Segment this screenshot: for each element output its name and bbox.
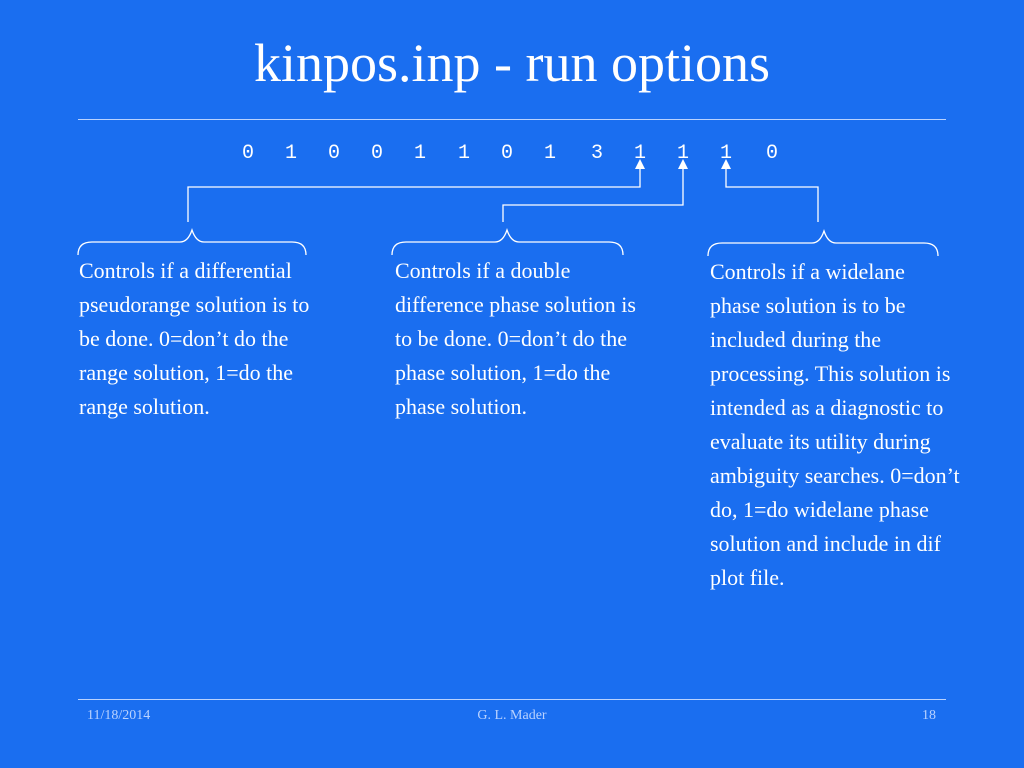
connector-arrow-middle <box>503 164 683 222</box>
digit-6: 1 <box>457 142 470 165</box>
brace-right <box>708 231 938 256</box>
digit-7: 0 <box>500 142 513 165</box>
description-differential-pseudorange: Controls if a differential pseudorange solution is to be done. 0=don’t do the range solution, 1=do the range solution. <box>79 258 310 419</box>
footer-author: G. L. Mader <box>477 708 547 723</box>
digit-10: 1 <box>633 142 646 165</box>
brace-middle <box>392 230 623 255</box>
description-double-difference-phase: Controls if a double difference phase solution is to be done. 0=don’t do the phase solution, 1=do the phase solution. <box>395 258 636 419</box>
digit-9: 3 <box>590 142 603 165</box>
slide-title: kinpos.inp - run options <box>253 33 770 93</box>
connector-arrow-left <box>188 164 640 222</box>
digit-2: 1 <box>284 142 297 165</box>
digit-1: 0 <box>241 142 254 165</box>
footer-date: 11/18/2014 <box>87 708 151 723</box>
bottom-divider <box>78 699 946 700</box>
digit-11: 1 <box>676 142 689 165</box>
digit-5: 1 <box>413 142 426 165</box>
digit-13: 0 <box>765 142 778 165</box>
digit-3: 0 <box>327 142 340 165</box>
footer-page-number: 18 <box>922 708 936 723</box>
digit-4: 0 <box>370 142 383 165</box>
description-widelane-phase: Controls if a widelane phase solution is to be included during the processing. This solution is intended as a diagnostic to evaluate its utility during ambiguity searches. 0=don’t do, 1=do widelane phase solution and include in dif plot file. <box>710 259 960 590</box>
digit-8: 1 <box>543 142 556 165</box>
brace-left <box>78 230 306 255</box>
connector-arrow-right <box>726 164 818 222</box>
digit-12: 1 <box>719 142 732 165</box>
